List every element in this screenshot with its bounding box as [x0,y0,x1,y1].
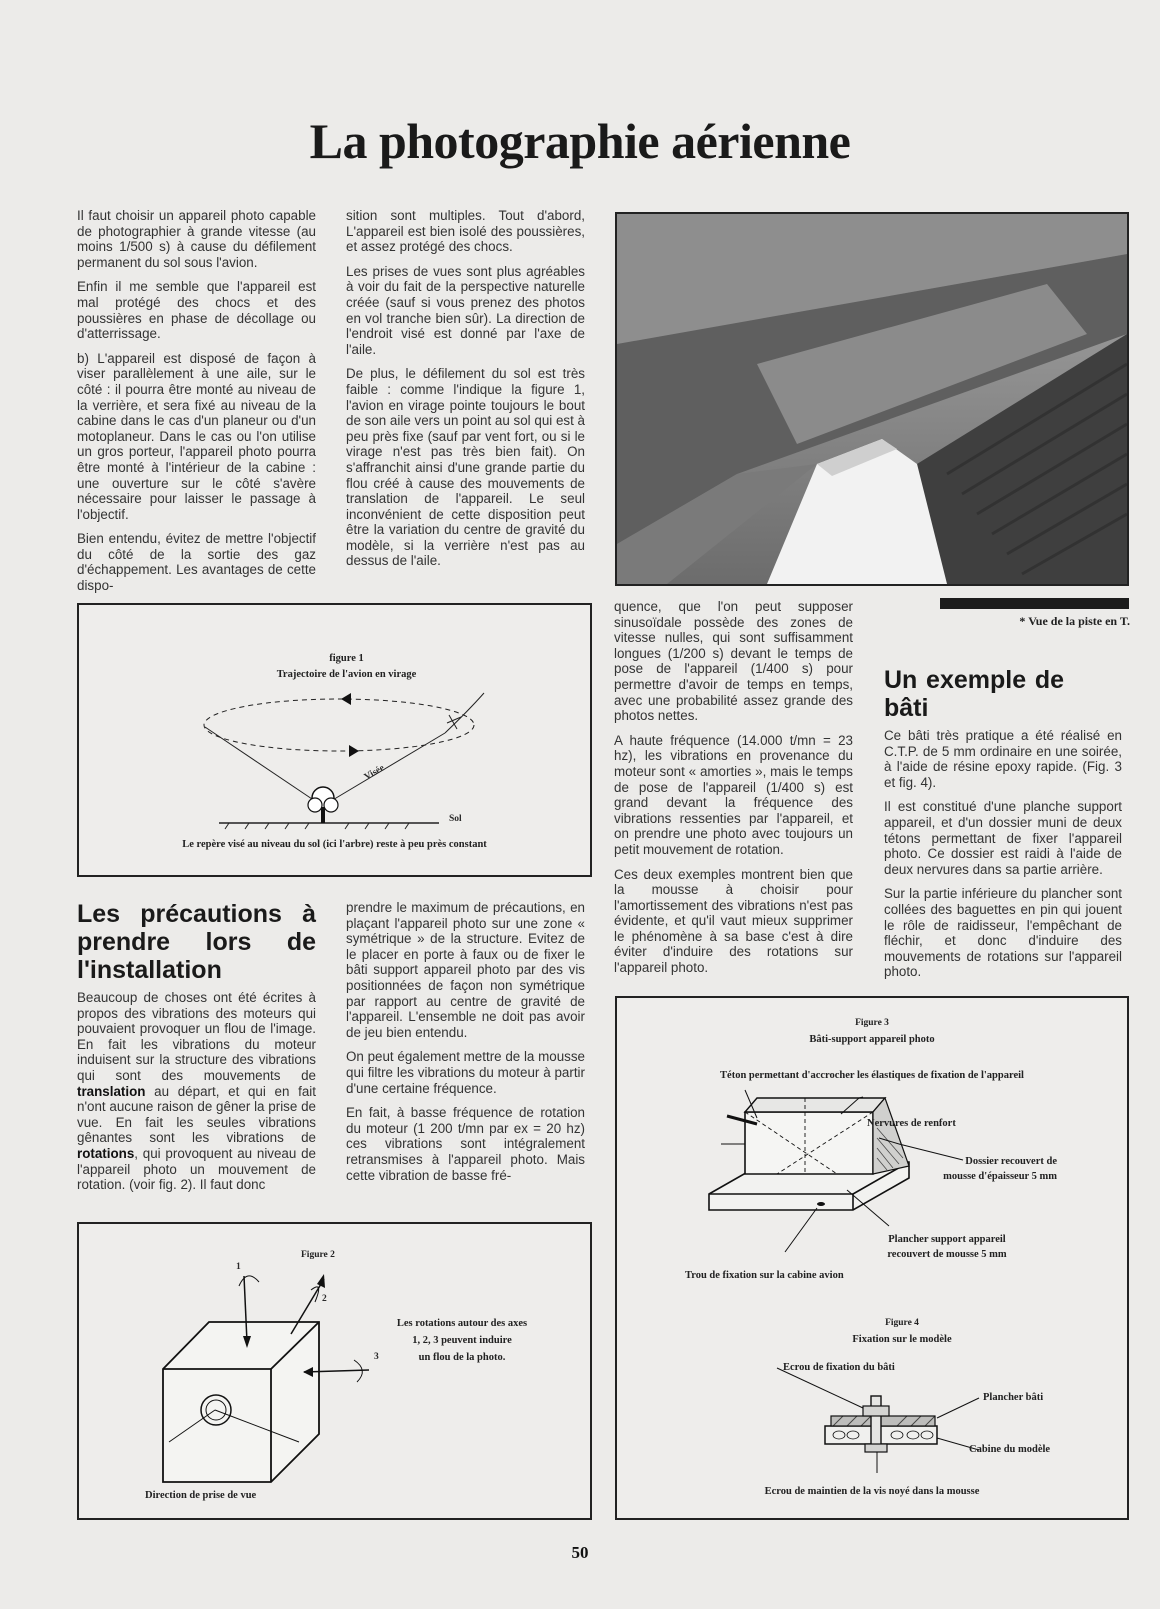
trou-label: Trou de fixation sur la cabine avion [685,1270,844,1281]
dossier-label-line: mousse d'épaisseur 5 mm [943,1171,1057,1182]
paragraph: Enfin il me semble que l'appareil est mal protégé des chocs et des poussières en phase de décollage ou d'atterrissage. [77,279,316,342]
figure-caption-line: Les rotations autour des axes [396,1318,528,1329]
figure-label: Figure 4 [885,1318,919,1328]
bold-term: rotations [77,1145,135,1161]
text-column-3 [614,599,853,985]
visee-label: Visée [362,763,387,783]
text-column-6 [346,900,585,1192]
paragraph [77,990,316,1193]
maintien-label: Ecrou de maintien de la vis noyé dans la mousse [764,1486,980,1497]
figure-caption: Le repère visé au niveau du sol (ici l'arbre) reste à peu près constant [182,839,487,850]
paragraph: b) L'appareil est disposé de façon à viser parallèlement à une aile, sur le côté : il pourra être monté au niveau de la verrière, et sera fixé au niveau de la cabine dans le cas d'un planeur ou d'un motoplaneur. Dans le cas ou l'on utilise un gros porteur, l'appareil photo pourra être monté à l'intérieur de la cabine : une ouverture sur le côté s'avère nécessaire pour laisser le passage à l'objectif. [77,350,316,522]
page-title: La photographie aérienne [309,113,851,169]
text-column-2 [346,208,585,578]
paragraph: De plus, le défilement du sol est très faible : comme l'indique la figure 1, l'avion en virage pointe toujours le bout de son aile vers un point au sol qui est à peu près fixe (sauf par vent fort, ou si le virage n'est pas très bien fait). On s'affranchit ainsi d'une grande partie du flou créé à cause des mouvements de translation de l'appareil. Le seul inconvénient de cette disposition peut être la variation du centre de gravité du modèle, si la verrière n'est pas au dessus de l'aile. [346,366,585,569]
flight-path-diagram [79,605,590,875]
cube-diagram [79,1224,590,1518]
paragraph: En fait, à basse fréquence de rotation du moteur (1 200 t/mn par ex = 20 hz) ces vibrations sont intégralement retransmises à l'appareil photo. Mais cette vibration de basse fré- [346,1105,585,1183]
paragraph: Bien entendu, évitez de mettre l'objectif du côté de la sortie des gaz d'échappement. Les avantages de cette dispo- [77,531,316,594]
paragraph: prendre le maximum de précautions, en plaçant l'appareil photo sur une zone « symétrique » de la structure. Evitez de le placer en porte à faux ou de fixer le bâti support appareil photo par des vis positionnées de façon non symétrique par rapport au centre de gravité de l'appareil. L'ensemble ne doit pas avoir de jeu bien entendu. [346,900,585,1040]
aerial-photo [615,212,1129,586]
paragraph: On peut également mettre de la mousse qui filtre les vibrations du moteur à partir d'une certaine fréquence. [346,1049,585,1096]
axis-3-label: 3 [374,1352,379,1362]
sol-label: Sol [449,814,462,824]
figure-2 [77,1222,592,1520]
plancher-label-line: recouvert de mousse 5 mm [887,1249,1007,1260]
section-heading: Les précautions à prendre lors de l'installation [77,900,316,984]
figure-title: Fixation sur le modèle [852,1334,952,1345]
text: au départ, et qui en fait n'ont aucune raison de gêner la prise de vue. En fait les seules vibrations gênantes sont les vibrations de [77,1083,316,1146]
text-column-4 [884,666,1122,989]
paragraph: Il est constitué d'une planche support appareil, et d'un dossier muni de deux tétons permettant de fixer l'appareil photo. Ce dossier est raidi à l'aide de deux nervures dans sa partie arrière. [884,799,1122,877]
plancher-label-line: Plancher support appareil [888,1234,1006,1245]
paragraph: Les prises de vues sont plus agréables à voir du fait de la perspective naturelle créée (sauf si vous prenez des photos en vol tranche bien sûr). La direction de l'endroit visé est donné par l'axe de l'aile. [346,263,585,357]
axis-1-label: 1 [236,1262,241,1272]
figure-title: Trajectoire de l'avion en virage [276,669,417,680]
paragraph: Ces deux exemples montrent bien que la mousse à choisir pour l'amortissement des vibrations n'est pas évidente, et qu'il vaut mieux supprimer le phénomène à sa base c'est à dire éviter d'induire des rotations sur l'appareil photo. [614,866,853,976]
section-heading: Un exemple de bâti [884,666,1064,722]
paragraph: sition sont multiples. Tout d'abord, L'appareil est bien isolé des poussières, et assez protégé des chocs. [346,208,585,255]
figure-label: Figure 2 [301,1250,335,1260]
paragraph: A haute fréquence (14.000 t/mn = 23 hz), les vibrations en provenance du moteur sont « amorties », mais le temps de pose de l'appareil (1/400 s) est grand devant la fréquence des vibrations ressenties par l'appareil, et on prendre une photo avec toujours un petit mouvement de rotation. [614,732,853,857]
paragraph: Sur la partie inférieure du plancher sont collées des baguettes en pin qui jouent le rôle de raidisseur, l'empêchant de fléchir, et donc d'induire des mouvements de rotations sur l'appareil photo. [884,886,1122,980]
paragraph: Il faut choisir un appareil photo capable de photographier à grande vitesse (au moins 1/500 s) à cause du défilement permanent du sol sous l'avion. [77,208,316,270]
dossier-label-line: Dossier recouvert de [965,1156,1057,1167]
text: Beaucoup de choses ont été écrites à propos des vibrations des moteurs qui pouvaient provoquer un flou de l'image. En fait les vibrations du moteur induisent sur la structure des vibrations qui sont des mouvements de [77,990,316,1083]
photo-caption-bar [940,598,1129,609]
paragraph: quence, que l'on peut supposer sinusoïdale possède des zones de vitesse nulles, qui sont suffisamment longues (1/200 s) devant le temps de pose de l'appareil (1/400 s) pour permettre d'avoir de temps en temps, avec une probabilité assez grande des photos nettes. [614,599,853,724]
nervures-label: Nervures de renfort [867,1118,956,1129]
ecrou-label: Ecrou de fixation du bâti [783,1362,895,1373]
page-number: 50 [571,1543,589,1562]
plancher-bati-label: Plancher bâti [983,1392,1044,1403]
figure-caption-line: 1, 2, 3 peuvent induire [412,1335,512,1346]
bold-term: translation [77,1083,146,1099]
figure-label: figure 1 [329,653,364,664]
direction-label: Direction de prise de vue [145,1490,257,1501]
figure-caption-line: un flou de la photo. [418,1352,506,1363]
text-column-5 [77,900,316,1202]
figure-label: Figure 3 [855,1018,889,1028]
photo-caption: * Vue de la piste en T. [1019,614,1130,628]
axis-2-label: 2 [322,1294,327,1304]
figure-3-4 [615,996,1129,1520]
text-column-1 [77,208,316,603]
cabine-label: Cabine du modèle [969,1444,1051,1455]
teton-label: Téton permettant d'accrocher les élastiques de fixation de l'appareil [720,1070,1024,1081]
figure-title: Bâti-support appareil photo [809,1034,935,1045]
figure-1 [77,603,592,877]
tree-icon [308,787,338,823]
paragraph: Ce bâti très pratique a été réalisé en C.T.P. de 5 mm ordinaire en une soirée, à l'aide de résine epoxy rapide. (Fig. 3 et fig. 4). [884,728,1122,790]
text: , qui provoquent au niveau de l'appareil photo un mouvement de rotation. (voir fig. 2). Il faut donc [77,1145,316,1193]
